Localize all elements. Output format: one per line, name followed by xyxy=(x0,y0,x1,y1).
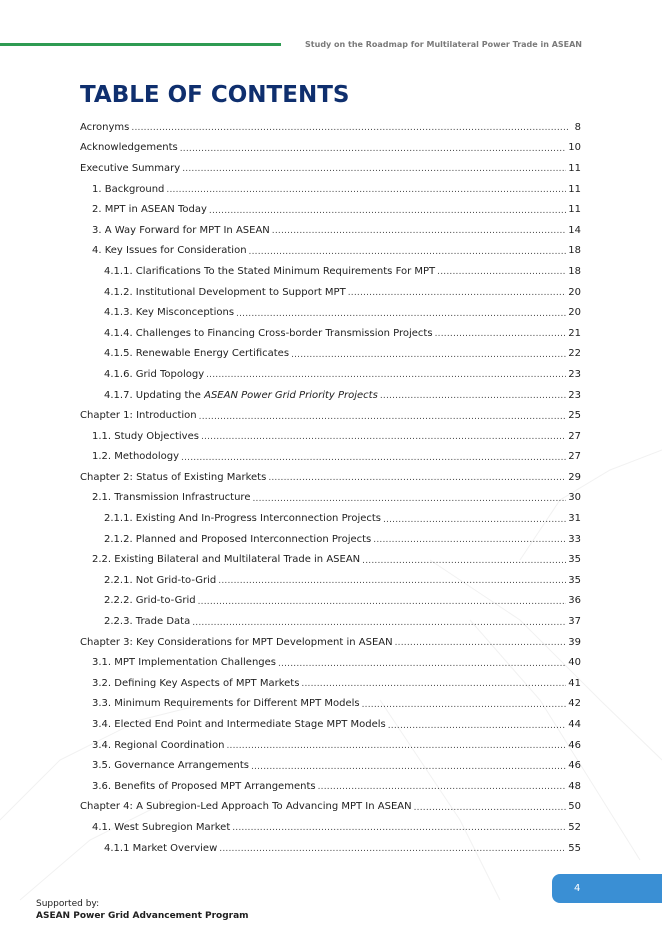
toc-entry[interactable] xyxy=(80,323,581,344)
toc-dot-leader xyxy=(226,739,566,751)
toc-dot-leader xyxy=(388,719,567,731)
toc-entry[interactable] xyxy=(80,302,581,323)
toc-entry-title: 4.1.7. Updating the ASEAN Power Grid Priority Projects xyxy=(104,389,378,401)
toc-dot-leader xyxy=(182,162,566,174)
page-number-badge xyxy=(552,874,662,903)
toc-entry-page: 25 xyxy=(568,410,581,422)
toc-entry-title: 3.5. Governance Arrangements xyxy=(92,760,249,772)
toc-entry[interactable] xyxy=(80,797,581,818)
toc-entry-page: 14 xyxy=(568,224,581,236)
toc-dot-leader xyxy=(131,121,569,133)
toc-entry-title: 2. MPT in ASEAN Today xyxy=(92,204,207,216)
toc-entry-page: 29 xyxy=(568,471,581,483)
toc-entry-title: 4.1.6. Grid Topology xyxy=(104,368,205,380)
toc-entry-page: 27 xyxy=(568,430,581,442)
toc-entry-page: 41 xyxy=(568,677,581,689)
toc-dot-leader xyxy=(278,657,566,669)
toc-dot-leader xyxy=(180,142,567,154)
toc-entry-title: 3.2. Defining Key Aspects of MPT Markets xyxy=(92,677,300,689)
toc-entry-page: 35 xyxy=(568,554,581,566)
toc-entry-page: 55 xyxy=(568,842,581,854)
toc-dot-leader xyxy=(219,842,566,854)
toc-entry-title: 4.1. West Subregion Market xyxy=(92,821,231,833)
toc-entry[interactable] xyxy=(80,158,581,179)
header-accent-rule xyxy=(0,43,281,46)
toc-entry-title: Acknowledgements xyxy=(80,142,178,154)
toc-entry-page: 42 xyxy=(568,698,581,710)
toc-entry-title: 4.1.1 Market Overview xyxy=(104,842,218,854)
toc-entry-page: 23 xyxy=(568,389,581,401)
toc-entry[interactable] xyxy=(80,549,581,570)
page-title: TABLE OF CONTENTS xyxy=(80,82,350,108)
toc-entry-page: 11 xyxy=(568,204,581,216)
toc-entry-page: 8 xyxy=(574,121,581,133)
toc-entry[interactable] xyxy=(80,570,581,591)
toc-entry-title: 2.2. Existing Bilateral and Multilateral Trade in ASEAN xyxy=(92,554,361,566)
toc-entry-page: 11 xyxy=(568,162,581,174)
toc-entry[interactable] xyxy=(80,714,581,735)
toc-entry-page: 20 xyxy=(568,286,581,298)
toc-entry-title: 3.6. Benefits of Proposed MPT Arrangements xyxy=(92,780,316,792)
toc-entry[interactable] xyxy=(80,241,581,262)
toc-entry[interactable] xyxy=(80,385,581,406)
toc-entry[interactable] xyxy=(80,755,581,776)
toc-dot-leader xyxy=(166,183,566,195)
toc-entry[interactable] xyxy=(80,261,581,282)
toc-entry-page: 35 xyxy=(568,574,581,586)
toc-dot-leader xyxy=(268,471,566,483)
toc-entry-title: 3.1. MPT Implementation Challenges xyxy=(92,657,276,669)
toc-dot-leader xyxy=(318,780,567,792)
toc-entry-title: Chapter 1: Introduction xyxy=(80,410,197,422)
toc-entry-title: 4. Key Issues for Consideration xyxy=(92,245,247,257)
toc-dot-leader xyxy=(291,348,566,360)
toc-entry-title: Chapter 3: Key Considerations for MPT Development in ASEAN xyxy=(80,636,393,648)
toc-entry-page: 44 xyxy=(568,719,581,731)
toc-dot-leader xyxy=(201,430,566,442)
toc-dot-leader xyxy=(199,410,567,422)
toc-dot-leader xyxy=(348,286,567,298)
toc-entry-page: 39 xyxy=(568,636,581,648)
toc-entry-title: 3.4. Regional Coordination xyxy=(92,739,225,751)
toc-entry-page: 36 xyxy=(568,595,581,607)
toc-entry-title: 4.1.1. Clarifications To the Stated Minimum Requirements For MPT xyxy=(104,265,436,277)
toc-entry[interactable] xyxy=(80,344,581,365)
toc-entry[interactable] xyxy=(80,220,581,241)
toc-entry-title: 2.2.3. Trade Data xyxy=(104,616,191,628)
toc-entry-page: 50 xyxy=(568,801,581,813)
toc-entry[interactable] xyxy=(80,652,581,673)
toc-entry-page: 18 xyxy=(568,245,581,257)
toc-entry-page: 10 xyxy=(568,142,581,154)
toc-entry-page: 23 xyxy=(568,368,581,380)
toc-entry-title: 4.1.2. Institutional Development to Support MPT xyxy=(104,286,346,298)
toc-entry[interactable] xyxy=(80,735,581,756)
running-header-title: Study on the Roadmap for Multilateral Power Trade in ASEAN xyxy=(305,40,582,49)
toc-entry-page: 27 xyxy=(568,451,581,463)
toc-entry-page: 48 xyxy=(568,780,581,792)
toc-entry-title: 4.1.5. Renewable Energy Certificates xyxy=(104,348,290,360)
toc-entry[interactable] xyxy=(80,817,581,838)
toc-entry-page: 52 xyxy=(568,821,581,833)
toc-dot-leader xyxy=(251,760,566,772)
toc-entry[interactable] xyxy=(80,591,581,612)
toc-entry-title: 3.4. Elected End Point and Intermediate Stage MPT Models xyxy=(92,719,386,731)
toc-entry-title: 1. Background xyxy=(92,183,165,195)
toc-dot-leader xyxy=(206,368,566,380)
toc-dot-leader xyxy=(232,821,566,833)
toc-entry[interactable] xyxy=(80,838,581,859)
toc-entry[interactable] xyxy=(80,673,581,694)
toc-dot-leader xyxy=(383,513,566,525)
toc-dot-leader xyxy=(209,204,566,216)
toc-dot-leader xyxy=(181,451,566,463)
toc-dot-leader xyxy=(301,677,566,689)
toc-entry-title: 2.1.1. Existing And In-Progress Interconnection Projects xyxy=(104,513,381,525)
toc-entry-title: 2.1. Transmission Infrastructure xyxy=(92,492,251,504)
toc-entry-page: 20 xyxy=(568,307,581,319)
toc-entry-page: 37 xyxy=(568,616,581,628)
toc-entry[interactable] xyxy=(80,447,581,468)
toc-entry-title: 4.1.3. Key Misconceptions xyxy=(104,307,235,319)
toc-entry[interactable] xyxy=(80,776,581,797)
toc-entry[interactable] xyxy=(80,632,581,653)
toc-entry-page: 22 xyxy=(568,348,581,360)
toc-entry[interactable] xyxy=(80,199,581,220)
toc-dot-leader xyxy=(414,801,567,813)
toc-dot-leader xyxy=(395,636,567,648)
toc-entry-title: Acronyms xyxy=(80,121,130,133)
footer-program-name: ASEAN Power Grid Advancement Program xyxy=(36,911,249,921)
toc-entry[interactable] xyxy=(80,138,581,159)
toc-entry-page: 11 xyxy=(568,183,581,195)
toc-entry[interactable] xyxy=(80,364,581,385)
toc-entry-page: 21 xyxy=(568,327,581,339)
toc-entry[interactable] xyxy=(80,488,581,509)
toc-entry-page: 40 xyxy=(568,657,581,669)
toc-entry-title: 1.1. Study Objectives xyxy=(92,430,199,442)
toc-entry-title: Chapter 2: Status of Existing Markets xyxy=(80,471,267,483)
toc-dot-leader xyxy=(218,574,566,586)
footer-supported-by: Supported by: xyxy=(36,899,100,909)
toc-entry-title: 3.3. Minimum Requirements for Different MPT Models xyxy=(92,698,360,710)
toc-entry-title: 1.2. Methodology xyxy=(92,451,180,463)
page-number: 4 xyxy=(574,883,581,894)
toc-entry[interactable] xyxy=(80,467,581,488)
toc-dot-leader xyxy=(198,595,567,607)
toc-entry-page: 46 xyxy=(568,760,581,772)
toc-entry-page: 18 xyxy=(568,265,581,277)
toc-dot-leader xyxy=(252,492,566,504)
toc-entry[interactable] xyxy=(80,282,581,303)
toc-entry-title: 2.2.2. Grid-to-Grid xyxy=(104,595,196,607)
toc-dot-leader xyxy=(236,307,566,319)
toc-entry-page: 46 xyxy=(568,739,581,751)
toc-entry-page: 30 xyxy=(568,492,581,504)
toc-entry-title: Chapter 4: A Subregion-Led Approach To Advancing MPT In ASEAN xyxy=(80,801,412,813)
toc-entry[interactable] xyxy=(80,529,581,550)
footer xyxy=(36,898,249,922)
toc-entry[interactable] xyxy=(80,611,581,632)
toc-entry-title: Executive Summary xyxy=(80,162,181,174)
toc-entry[interactable] xyxy=(80,405,581,426)
toc-dot-leader xyxy=(373,533,566,545)
toc-dot-leader xyxy=(362,554,566,566)
toc-entry[interactable] xyxy=(80,694,581,715)
toc-dot-leader xyxy=(380,389,566,401)
toc-entry-title: 2.1.2. Planned and Proposed Interconnection Projects xyxy=(104,533,372,545)
toc-entry[interactable] xyxy=(80,117,581,138)
toc-dot-leader xyxy=(362,698,567,710)
toc-entry[interactable] xyxy=(80,179,581,200)
toc-dot-leader xyxy=(437,265,566,277)
toc-entry-title: 4.1.4. Challenges to Financing Cross-border Transmission Projects xyxy=(104,327,433,339)
table-of-contents xyxy=(80,117,581,858)
toc-dot-leader xyxy=(272,224,566,236)
toc-dot-leader xyxy=(435,327,567,339)
toc-dot-leader xyxy=(192,616,566,628)
toc-dot-leader xyxy=(249,245,567,257)
toc-entry-page: 33 xyxy=(568,533,581,545)
toc-entry-title: 3. A Way Forward for MPT In ASEAN xyxy=(92,224,270,236)
toc-entry-title: 2.2.1. Not Grid-to-Grid xyxy=(104,574,217,586)
toc-entry[interactable] xyxy=(80,426,581,447)
toc-entry-page: 31 xyxy=(568,513,581,525)
toc-entry[interactable] xyxy=(80,508,581,529)
